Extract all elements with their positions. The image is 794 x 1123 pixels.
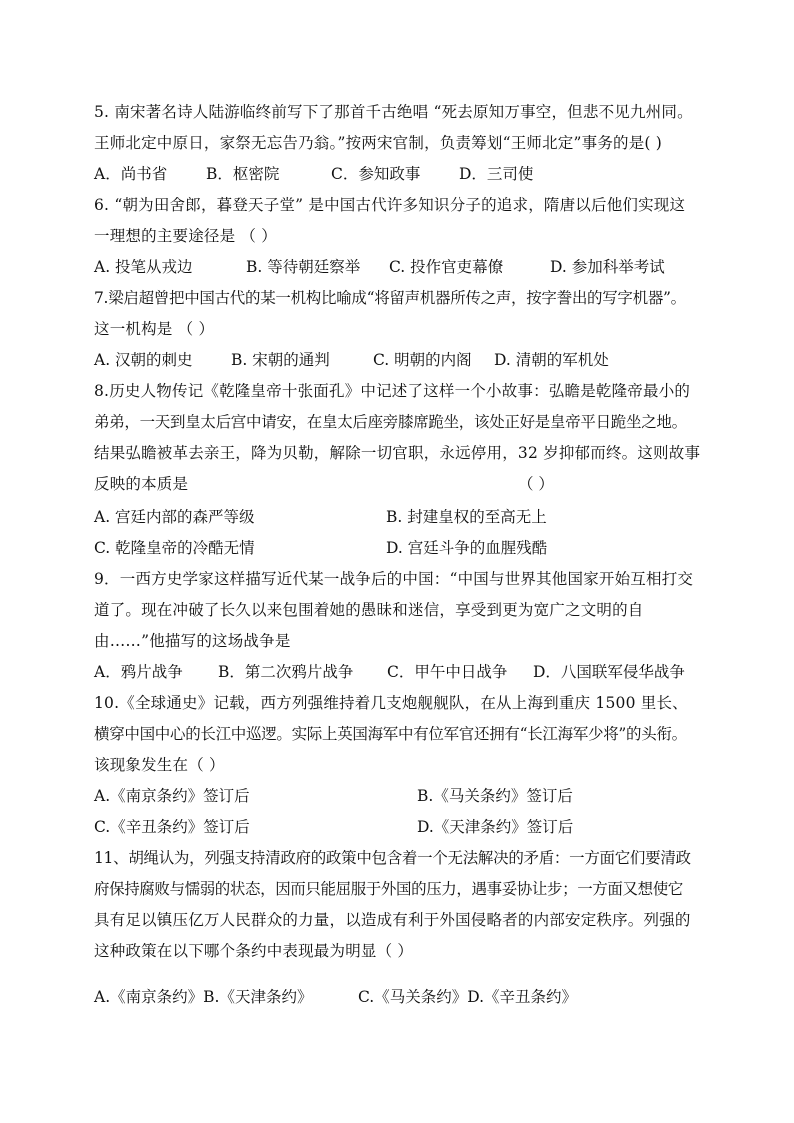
option-d: D．三司使 — [459, 165, 534, 183]
option-c: C．甲午中日战争 — [387, 663, 508, 681]
question-11-line-3: 具有足以镇压亿万人民群众的力量，以造成有利于外国侵略者的内部安定秩序。列强的 — [94, 911, 691, 929]
option-a-b: A.《南京条约》B.《天津条约》 — [94, 988, 313, 1006]
question-8-line-1: 8.历史人物传记《乾隆皇帝十张面孔》中记述了这样一个小故事：弘瞻是乾隆帝最小的 — [94, 382, 691, 400]
option-b: B．枢密院 — [206, 165, 280, 183]
question-10-line-3: 该现象发生在（ ） — [94, 756, 225, 774]
option-b: B. 封建皇权的至高无上 — [386, 508, 547, 526]
option-c: C.《辛丑条约》签订后 — [94, 818, 250, 836]
option-c: C. 投作官吏幕僚 — [389, 258, 504, 276]
option-d: D.《天津条约》签订后 — [417, 818, 574, 836]
question-11-line-4: 这种政策在以下哪个条约中表现最为明显（ ） — [94, 942, 414, 960]
option-b: B．第二次鸦片战争 — [218, 663, 354, 681]
option-a: A. 宫廷内部的森严等级 — [94, 508, 255, 526]
option-b: B. 等待朝廷察举 — [246, 258, 361, 276]
question-9-line-1: 9．一西方史学家这样描写近代某一战争后的中国：“中国与世界其他国家开始互相打交 — [94, 570, 694, 588]
option-a: A.《南京条约》签订后 — [94, 787, 250, 805]
option-c: C. 乾隆皇帝的冷酷无情 — [94, 539, 255, 557]
answer-blank: （ ） — [518, 475, 554, 493]
option-c: C．参知政事 — [331, 165, 421, 183]
option-d: D. 参加科举考试 — [550, 258, 665, 276]
option-a: A．鸦片战争 — [94, 663, 183, 681]
question-6-line-1: 6. “朝为田舍郎，暮登天子堂” 是中国古代许多知识分子的追求，隋唐以后他们实现这 — [94, 196, 686, 214]
option-b: B. 宋朝的通判 — [231, 351, 330, 369]
option-a: A. 投笔从戎边 — [94, 258, 193, 276]
question-6-line-2: 一理想的主要途径是 （ ） — [94, 227, 277, 245]
question-10-line-2: 横穿中国中心的长江中巡逻。实际上英国海军中有位军官还拥有“长江海军少将”的头衔。 — [94, 725, 687, 743]
option-a: A．尚书省 — [94, 165, 168, 183]
question-9-line-2: 道了。现在冲破了长久以来包围着她的愚昧和迷信，享受到更为宽广之文明的自 — [94, 601, 644, 619]
question-8-line-2: 弟弟，一天到皇太后宫中请安，在皇太后座旁膝席跪坐，该处正好是皇帝平日跪坐之地。 — [94, 413, 687, 431]
option-d: D. 清朝的军机处 — [494, 351, 609, 369]
option-a: A. 汉朝的刺史 — [94, 351, 193, 369]
question-10-line-1: 10.《全球通史》记载，西方列强维持着几支炮舰舰队，在从上海到重庆 1500 里长、 — [94, 694, 688, 712]
option-d: D. 宫廷斗争的血腥残酷 — [386, 539, 548, 557]
question-9-line-3: 由……”他描写的这场战争是 — [94, 632, 291, 650]
question-11-line-1: 11、胡绳认为，列强支持清政府的政策中包含着一个无法解决的矛盾：一方面它们要清政 — [94, 849, 691, 867]
question-8-line-3: 结果弘瞻被革去亲王，降为贝勒，解除一切官职，永远停用，32 岁抑郁而终。这则故事 — [94, 444, 701, 462]
question-11-line-2: 府保持腐败与懦弱的状态，因而只能屈服于外国的压力，遇事妥协让步；一方面又想使它 — [94, 880, 683, 898]
question-7-line-1: 7.梁启超曾把中国古代的某一机构比喻成“将留声机器所传之声，按字誊出的写字机器”。 — [94, 289, 686, 307]
question-5-line-2: 王师北定中原日，家祭无忘告乃翁。”按两宋官制，负责筹划“王师北定”事务的是( ) — [94, 134, 663, 152]
question-5-line-1: 5. 南宋著名诗人陆游临终前写下了那首千古绝唱 “死去原知万事空，但悲不见九州同。 — [94, 103, 693, 121]
option-c-d: C.《马关条约》D.《辛丑条约》 — [358, 988, 578, 1006]
question-8-line-4: 反映的本质是 — [94, 475, 189, 493]
question-7-line-2: 这一机构是 （ ） — [94, 320, 215, 338]
option-c: C. 明朝的内阁 — [373, 351, 472, 369]
option-d: D．八国联军侵华战争 — [533, 663, 685, 681]
option-b: B.《马关条约》签订后 — [417, 787, 573, 805]
